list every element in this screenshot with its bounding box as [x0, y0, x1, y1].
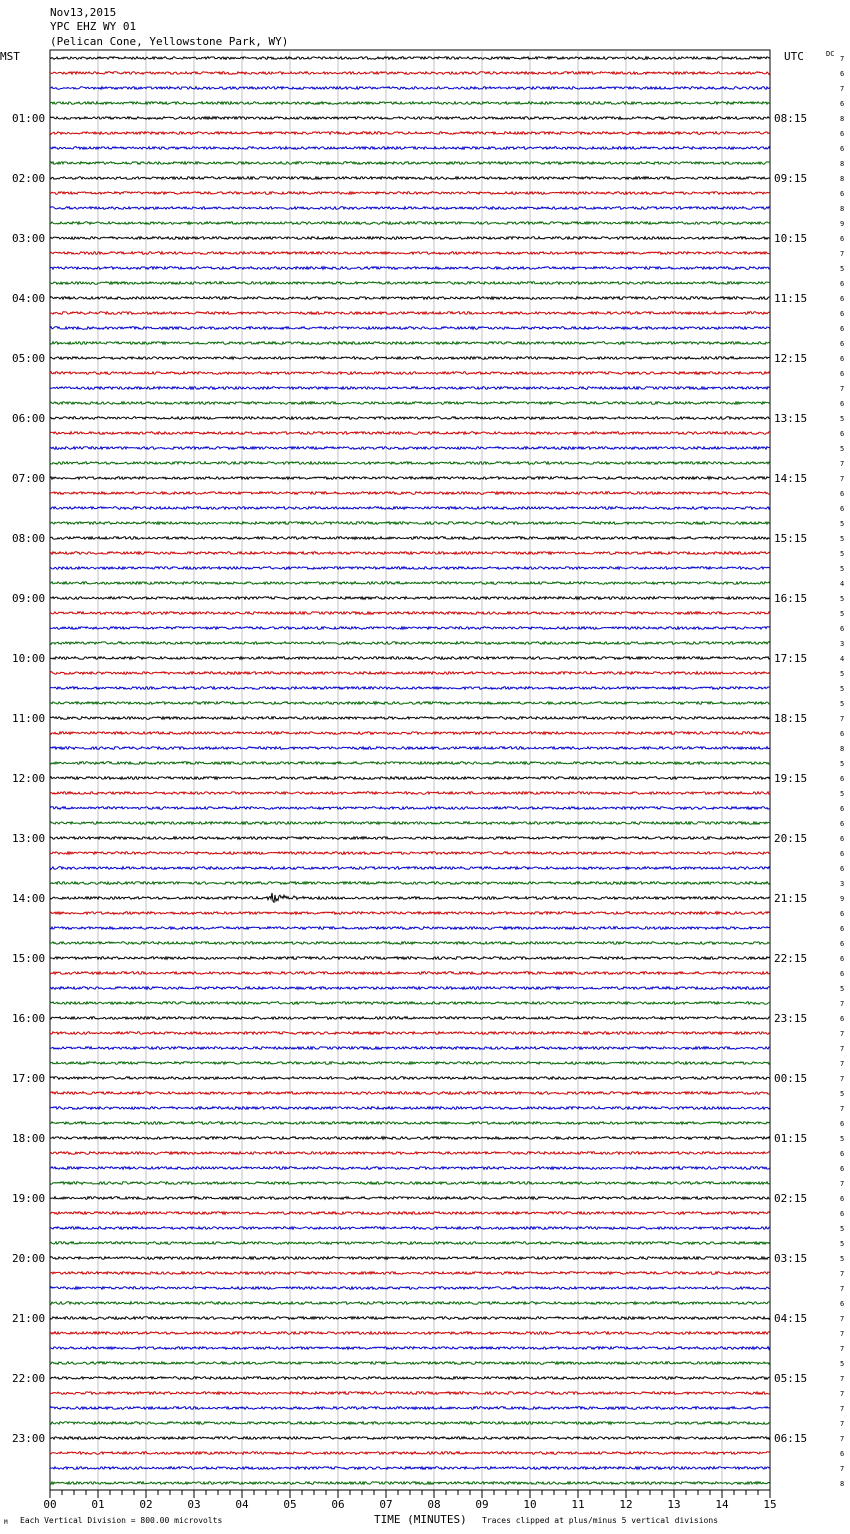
dc-offset-value: 5: [840, 1090, 845, 1098]
dc-offset-value: 6: [840, 940, 845, 948]
dc-offset-value: 7: [840, 1420, 845, 1428]
dc-offset-value: 7: [840, 1405, 845, 1413]
dc-offset-value: 6: [840, 490, 845, 498]
trace-row-79: [50, 1242, 770, 1245]
dc-offset-value: 6: [840, 1450, 845, 1458]
dc-offset-value: 7: [840, 1285, 845, 1293]
dc-offset-value: 6: [840, 430, 845, 438]
right-hour-label: 10:15: [774, 232, 808, 245]
dc-offset-value: 6: [840, 865, 845, 873]
right-hour-label: 02:15: [774, 1192, 808, 1205]
dc-offset-value: 6: [840, 235, 845, 243]
x-tick-label: 00: [43, 1498, 57, 1511]
corner-mark: M: [4, 1519, 8, 1526]
trace-row-50: [50, 807, 770, 810]
trace-row-83: [50, 1302, 770, 1305]
left-hour-label: 09:00: [12, 592, 46, 605]
trace-row-75: [50, 1182, 770, 1185]
dc-label: DC: [826, 50, 835, 58]
dc-offset-value: 6: [840, 775, 845, 783]
left-hour-label: 04:00: [12, 292, 46, 305]
trace-row-69: [50, 1092, 770, 1095]
trace-row-36: [50, 597, 770, 600]
right-hour-label: 23:15: [774, 1012, 808, 1025]
right-hour-label: 06:15: [774, 1432, 808, 1445]
dc-offset-value: 6: [840, 1165, 845, 1173]
dc-offset-value: 7: [840, 55, 845, 63]
dc-offset-value: 6: [840, 130, 845, 138]
trace-row-22: [50, 387, 770, 390]
dc-offset-value: 6: [840, 955, 845, 963]
trace-row-32: [50, 537, 770, 540]
trace-row-38: [50, 627, 770, 630]
dc-offset-value: 6: [840, 970, 845, 978]
trace-row-21: [50, 372, 770, 375]
x-tick-label: 13: [667, 1498, 681, 1511]
dc-offset-values: [840, 55, 844, 1488]
right-hour-labels: [774, 112, 807, 1445]
left-hour-label: 12:00: [12, 772, 46, 785]
dc-offset-value: 5: [840, 565, 845, 573]
dc-offset-value: 5: [840, 610, 845, 618]
trace-row-81: [50, 1272, 770, 1275]
right-hour-label: 08:15: [774, 112, 808, 125]
trace-row-74: [50, 1167, 770, 1170]
dc-offset-value: 6: [840, 295, 845, 303]
trace-row-19: [50, 342, 770, 345]
trace-row-51: [50, 822, 770, 825]
right-hour-label: 21:15: [774, 892, 808, 905]
dc-offset-value: 5: [840, 550, 845, 558]
trace-row-76: [50, 1197, 770, 1200]
dc-offset-value: 6: [840, 325, 845, 333]
dc-offset-value: 8: [840, 175, 845, 183]
left-hour-label: 03:00: [12, 232, 46, 245]
right-hour-label: 12:15: [774, 352, 808, 365]
left-hour-label: 21:00: [12, 1312, 46, 1325]
dc-offset-value: 5: [840, 1255, 845, 1263]
right-hour-label: 20:15: [774, 832, 808, 845]
trace-row-94: [50, 1467, 770, 1470]
dc-offset-value: 6: [840, 400, 845, 408]
trace-row-20: [50, 357, 770, 360]
x-tick-label: 10: [523, 1498, 537, 1511]
dc-offset-value: 5: [840, 985, 845, 993]
trace-row-61: [50, 972, 770, 975]
trace-row-43: [50, 702, 770, 705]
right-hour-label: 04:15: [774, 1312, 808, 1325]
dc-offset-value: 5: [840, 1225, 845, 1233]
x-axis: [43, 1490, 776, 1511]
trace-row-44: [50, 717, 770, 720]
header-station: YPC EHZ WY 01: [50, 20, 137, 33]
dc-offset-value: 5: [840, 685, 845, 693]
right-hour-label: 15:15: [774, 532, 808, 545]
trace-row-70: [50, 1107, 770, 1110]
dc-offset-value: 6: [840, 925, 845, 933]
dc-offset-value: 7: [840, 1375, 845, 1383]
left-hour-label: 13:00: [12, 832, 46, 845]
trace-row-92: [50, 1437, 770, 1440]
trace-row-47: [50, 762, 770, 765]
x-tick-label: 08: [427, 1498, 441, 1511]
dc-offset-value: 6: [840, 355, 845, 363]
dc-offset-value: 6: [840, 1120, 845, 1128]
dc-offset-value: 6: [840, 730, 845, 738]
trace-row-73: [50, 1152, 770, 1155]
dc-offset-value: 5: [840, 535, 845, 543]
trace-row-24: [50, 417, 770, 420]
right-timezone-label: UTC: [784, 50, 804, 63]
trace-row-18: [50, 327, 770, 330]
left-hour-label: 02:00: [12, 172, 46, 185]
trace-row-68: [50, 1077, 770, 1080]
x-tick-label: 04: [235, 1498, 249, 1511]
trace-row-31: [50, 522, 770, 525]
dc-offset-value: 8: [840, 745, 845, 753]
dc-offset-value: 5: [840, 760, 845, 768]
trace-row-63: [50, 1002, 770, 1005]
trace-row-15: [50, 282, 770, 285]
dc-offset-value: 6: [840, 1015, 845, 1023]
trace-row-48: [50, 777, 770, 780]
right-hour-label: 09:15: [774, 172, 808, 185]
x-tick-label: 03: [187, 1498, 201, 1511]
left-hour-label: 10:00: [12, 652, 46, 665]
dc-offset-value: 8: [840, 115, 845, 123]
dc-offset-value: 7: [840, 1105, 845, 1113]
dc-offset-value: 6: [840, 100, 845, 108]
left-hour-label: 22:00: [12, 1372, 46, 1385]
dc-offset-value: 7: [840, 475, 845, 483]
dc-offset-value: 6: [840, 280, 845, 288]
trace-row-11: [50, 222, 770, 225]
right-hour-label: 05:15: [774, 1372, 808, 1385]
clip-note: Traces clipped at plus/minus 5 vertical divisions: [482, 1516, 719, 1525]
trace-row-62: [50, 987, 770, 990]
trace-row-35: [50, 582, 770, 585]
left-hour-labels: [12, 112, 45, 1445]
dc-offset-value: 5: [840, 1135, 845, 1143]
x-tick-label: 14: [715, 1498, 729, 1511]
trace-row-64: [50, 1017, 770, 1020]
dc-offset-value: 6: [840, 145, 845, 153]
dc-offset-value: 6: [840, 1300, 845, 1308]
right-hour-label: 16:15: [774, 592, 808, 605]
dc-offset-value: 6: [840, 910, 845, 918]
dc-offset-value: 6: [840, 340, 845, 348]
left-hour-label: 15:00: [12, 952, 46, 965]
trace-row-26: [50, 447, 770, 450]
header-date: Nov13,2015: [50, 6, 117, 19]
trace-row-84: [50, 1317, 770, 1320]
trace-row-1: [50, 72, 770, 75]
dc-offset-value: 5: [840, 790, 845, 798]
trace-row-46: [50, 747, 770, 750]
dc-offset-value: 5: [840, 415, 845, 423]
dc-offset-value: 7: [840, 1180, 845, 1188]
trace-row-60: [50, 957, 770, 960]
trace-row-93: [50, 1452, 770, 1455]
dc-offset-value: 6: [840, 1195, 845, 1203]
dc-offset-value: 7: [840, 1270, 845, 1278]
dc-offset-value: 6: [840, 370, 845, 378]
left-timezone-label: MST: [0, 50, 20, 63]
left-hour-label: 18:00: [12, 1132, 46, 1145]
trace-row-67: [50, 1062, 770, 1065]
trace-row-23: [50, 402, 770, 405]
dc-offset-value: 7: [840, 1000, 845, 1008]
trace-row-39: [50, 642, 770, 645]
x-tick-label: 15: [763, 1498, 777, 1511]
trace-row-17: [50, 312, 770, 315]
dc-offset-value: 7: [840, 1390, 845, 1398]
trace-row-89: [50, 1392, 770, 1395]
x-tick-label: 11: [571, 1498, 585, 1511]
trace-row-78: [50, 1227, 770, 1230]
dc-offset-value: 7: [840, 1315, 845, 1323]
dc-offset-value: 7: [840, 385, 845, 393]
dc-offset-value: 3: [840, 880, 845, 888]
dc-offset-value: 7: [840, 1345, 845, 1353]
trace-row-52: [50, 837, 770, 840]
trace-row-7: [50, 162, 770, 165]
left-hour-label: 20:00: [12, 1252, 46, 1265]
dc-offset-value: 9: [840, 895, 845, 903]
trace-row-95: [50, 1482, 770, 1485]
trace-row-59: [50, 942, 770, 945]
scale-note: Each Vertical Division = 800.00 microvolts: [20, 1516, 223, 1525]
dc-offset-value: 6: [840, 70, 845, 78]
dc-offset-value: 4: [840, 580, 845, 588]
right-hour-label: 00:15: [774, 1072, 808, 1085]
x-tick-label: 12: [619, 1498, 633, 1511]
trace-row-0: [50, 57, 770, 60]
trace-row-91: [50, 1422, 770, 1425]
dc-offset-value: 6: [840, 190, 845, 198]
dc-offset-value: 6: [840, 505, 845, 513]
dc-offset-value: 6: [840, 850, 845, 858]
left-hour-label: 11:00: [12, 712, 46, 725]
trace-row-13: [50, 252, 770, 255]
dc-offset-value: 4: [840, 655, 845, 663]
trace-row-4: [50, 117, 770, 120]
left-hour-label: 19:00: [12, 1192, 46, 1205]
dc-offset-value: 5: [840, 265, 845, 273]
header-location: (Pelican Cone, Yellowstone Park, WY): [50, 35, 289, 48]
x-tick-label: 01: [91, 1498, 105, 1511]
dc-offset-value: 8: [840, 160, 845, 168]
trace-row-80: [50, 1257, 770, 1260]
dc-offset-value: 6: [840, 805, 845, 813]
trace-row-85: [50, 1332, 770, 1335]
trace-row-9: [50, 192, 770, 195]
trace-row-49: [50, 792, 770, 795]
dc-offset-value: 5: [840, 595, 845, 603]
trace-row-82: [50, 1287, 770, 1290]
left-hour-label: 06:00: [12, 412, 46, 425]
right-hour-label: 01:15: [774, 1132, 808, 1145]
right-hour-label: 14:15: [774, 472, 808, 485]
left-hour-label: 14:00: [12, 892, 46, 905]
trace-row-71: [50, 1122, 770, 1125]
dc-offset-value: 9: [840, 220, 845, 228]
trace-row-65: [50, 1032, 770, 1035]
trace-row-10: [50, 207, 770, 210]
trace-row-55: [50, 882, 770, 885]
trace-row-66: [50, 1047, 770, 1050]
trace-row-27: [50, 462, 770, 465]
trace-row-72: [50, 1137, 770, 1140]
trace-row-34: [50, 567, 770, 570]
dc-offset-value: 7: [840, 1045, 845, 1053]
right-hour-label: 17:15: [774, 652, 808, 665]
dc-offset-value: 7: [840, 1330, 845, 1338]
dc-offset-value: 7: [840, 460, 845, 468]
dc-offset-value: 7: [840, 85, 845, 93]
trace-row-29: [50, 492, 770, 495]
x-tick-label: 05: [283, 1498, 297, 1511]
dc-offset-value: 6: [840, 835, 845, 843]
dc-offset-value: 7: [840, 1075, 845, 1083]
trace-row-90: [50, 1407, 770, 1410]
right-hour-label: 18:15: [774, 712, 808, 725]
trace-row-33: [50, 552, 770, 555]
dc-offset-value: 5: [840, 1360, 845, 1368]
trace-row-2: [50, 87, 770, 90]
dc-offset-value: 5: [840, 700, 845, 708]
left-hour-label: 01:00: [12, 112, 46, 125]
trace-row-37: [50, 612, 770, 615]
dc-offset-value: 5: [840, 670, 845, 678]
left-hour-label: 08:00: [12, 532, 46, 545]
trace-row-3: [50, 102, 770, 105]
dc-offset-value: 6: [840, 625, 845, 633]
trace-row-77: [50, 1212, 770, 1215]
trace-row-6: [50, 147, 770, 150]
dc-offset-value: 7: [840, 1060, 845, 1068]
right-hour-label: 03:15: [774, 1252, 808, 1265]
trace-row-5: [50, 132, 770, 135]
right-hour-label: 22:15: [774, 952, 808, 965]
trace-row-54: [50, 867, 770, 870]
trace-row-28: [50, 477, 770, 480]
seismic-traces: [50, 57, 770, 1485]
dc-offset-value: 8: [840, 1480, 845, 1488]
trace-row-16: [50, 297, 770, 300]
left-hour-label: 17:00: [12, 1072, 46, 1085]
trace-row-88: [50, 1377, 770, 1380]
x-tick-label: 07: [379, 1498, 393, 1511]
x-axis-title: TIME (MINUTES): [374, 1513, 467, 1526]
trace-row-57: [50, 912, 770, 915]
dc-offset-value: 7: [840, 715, 845, 723]
trace-row-25: [50, 432, 770, 435]
left-hour-label: 23:00: [12, 1432, 46, 1445]
trace-row-58: [50, 927, 770, 930]
dc-offset-value: 6: [840, 1210, 845, 1218]
trace-row-45: [50, 732, 770, 735]
x-tick-label: 02: [139, 1498, 153, 1511]
trace-row-40: [50, 657, 770, 660]
dc-offset-value: 6: [840, 310, 845, 318]
dc-offset-value: 6: [840, 820, 845, 828]
left-hour-label: 07:00: [12, 472, 46, 485]
right-hour-label: 13:15: [774, 412, 808, 425]
x-tick-label: 06: [331, 1498, 345, 1511]
trace-row-42: [50, 687, 770, 690]
dc-offset-value: 5: [840, 1240, 845, 1248]
dc-offset-value: 7: [840, 1465, 845, 1473]
trace-row-56: [50, 893, 770, 902]
dc-offset-value: 5: [840, 445, 845, 453]
right-hour-label: 19:15: [774, 772, 808, 785]
trace-row-86: [50, 1347, 770, 1350]
left-hour-label: 05:00: [12, 352, 46, 365]
dc-offset-value: 3: [840, 640, 845, 648]
trace-row-8: [50, 177, 770, 180]
dc-offset-value: 7: [840, 250, 845, 258]
trace-row-87: [50, 1362, 770, 1365]
right-hour-label: 11:15: [774, 292, 808, 305]
trace-row-53: [50, 852, 770, 855]
dc-offset-value: 8: [840, 205, 845, 213]
trace-row-12: [50, 237, 770, 240]
dc-offset-value: 6: [840, 1150, 845, 1158]
dc-offset-value: 7: [840, 1030, 845, 1038]
x-tick-label: 09: [475, 1498, 489, 1511]
dc-offset-value: 5: [840, 520, 845, 528]
left-hour-label: 16:00: [12, 1012, 46, 1025]
trace-row-14: [50, 267, 770, 270]
trace-row-41: [50, 672, 770, 675]
dc-offset-value: 7: [840, 1435, 845, 1443]
trace-row-30: [50, 507, 770, 510]
